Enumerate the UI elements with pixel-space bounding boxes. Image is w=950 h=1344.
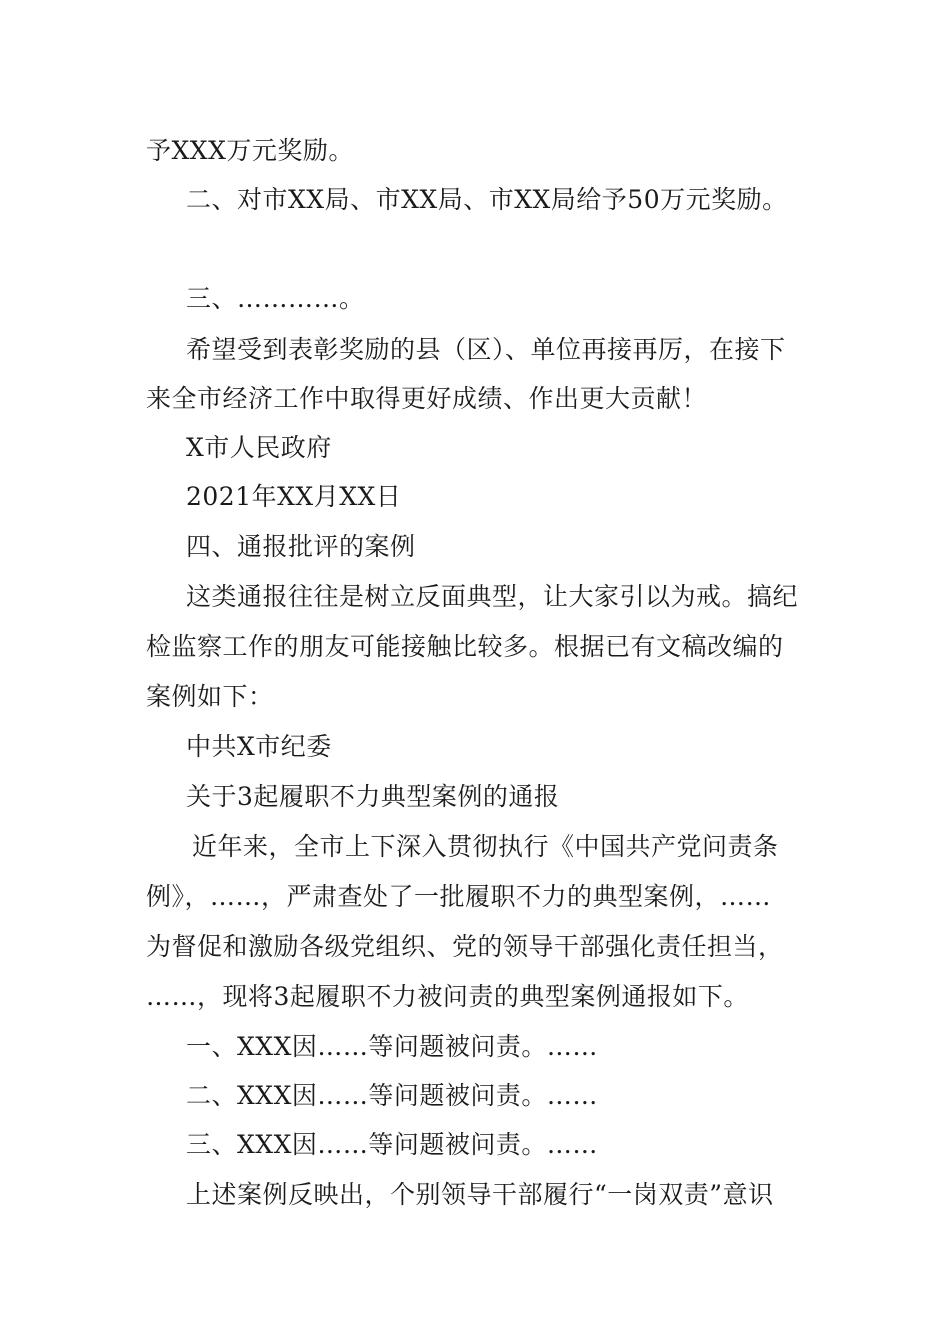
text-line-intro-1: 这类通报往往是树立反面典型，让大家引以为戒。搞纪 [186,582,799,611]
notice-title: 关于3起履职不力典型案例的通报 [186,782,560,811]
text-line-body-1: 近年来，全市上下深入贯彻执行《中国共产党问责条 [192,832,779,861]
case-item-one: 一、XXX因……等问题被问责。…… [186,1032,598,1061]
text-line-body-4: ……，现将3起履职不力被问责的典型案例通报如下。 [146,982,749,1011]
text-line-hope-2: 来全市经济工作中取得更好成绩、作出更大贡献！ [146,384,708,413]
signature-date: 2021年XX月XX日 [186,482,402,511]
section-heading-four: 四、通报批评的案例 [186,532,416,561]
signature-org: X市人民政府 [186,433,332,462]
case-item-three: 三、XXX因……等问题被问责。…… [186,1130,598,1159]
text-line-body-3: 为督促和激励各级党组织、党的领导干部强化责任担当， [146,932,784,961]
text-line-item-three: 三、…………。 [186,284,365,313]
issuer-line: 中共X市纪委 [186,732,332,761]
case-item-two: 二、XXX因……等问题被问责。…… [186,1081,598,1110]
text-line-award-continuation: 予XXX万元奖励。 [146,136,354,165]
text-line-intro-2: 检监察工作的朋友可能接触比较多。根据已有文稿改编的 [146,632,784,661]
text-line-hope-1: 希望受到表彰奖励的县（区）、单位再接再厉，在接下 [186,335,786,364]
text-line-body-2: 例》，……，严肃查处了一批履职不力的典型案例，…… [146,882,772,911]
text-line-item-two: 二、对市XX局、市XX局、市XX局给予50万元奖励。 [186,185,788,214]
text-line-intro-3: 案例如下： [146,682,274,711]
text-line-conclusion: 上述案例反映出，个别领导干部履行“一岗双责”意识 [186,1180,774,1209]
